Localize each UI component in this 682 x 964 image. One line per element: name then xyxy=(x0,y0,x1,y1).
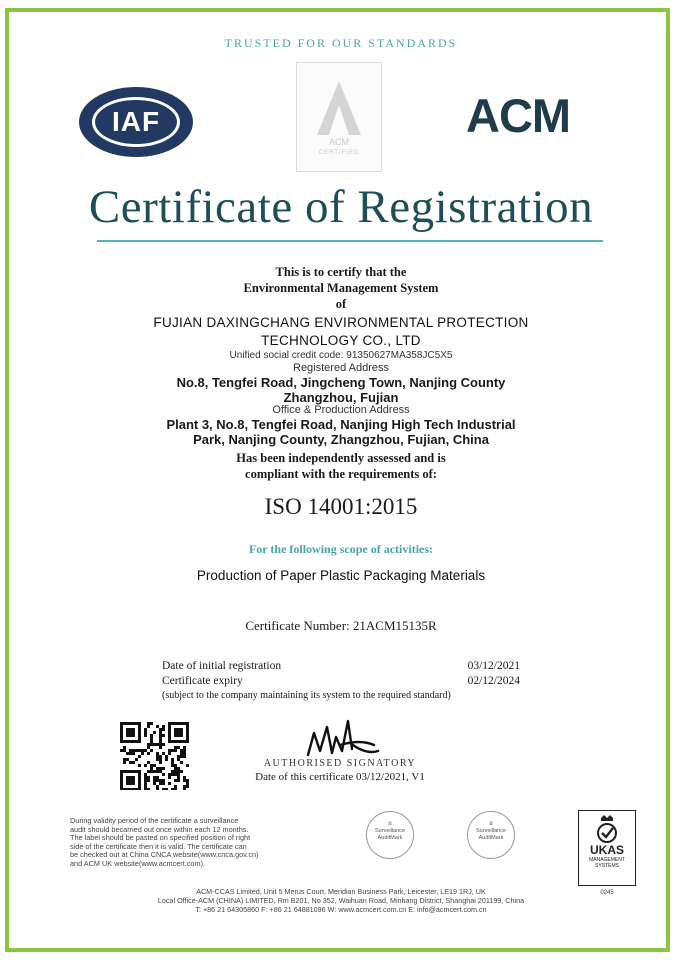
office-address-line-2: Park, Nanjing County, Zhangzhou, Fujian, China xyxy=(193,432,489,447)
acm-certified-sub: CERTIFIED xyxy=(318,150,360,156)
fine-print-line: side of the certificate then it is valid. The certificate can xyxy=(70,841,247,851)
expiry-label: Certificate expiry xyxy=(162,675,243,687)
footer-line-1: ACM-CCAS Limited, Unit 5 Merus Court, Meridian Business Park, Leicester, LE19 1RJ, UK xyxy=(196,887,486,896)
company-name-line-1: FUJIAN DAXINGCHANG ENVIRONMENTAL PROTECTION xyxy=(153,315,529,330)
fine-print-line: be checked out at China CNCA website(www.cnca.gov.cn) xyxy=(70,850,259,860)
surveillance-stamp-1 xyxy=(366,811,414,859)
ukas-name: UKAS xyxy=(589,843,624,857)
title-underline xyxy=(97,240,603,242)
intro-line-3: of xyxy=(335,297,347,311)
stamp-line: Surveillance xyxy=(375,828,405,834)
fine-print-line: audit should becarried out once within each 12 months. xyxy=(70,824,249,834)
certificate-number: Certificate Number: 21ACM15135R xyxy=(245,618,437,633)
credit-code: Unified social credit code: 91350627MA358JC5X5 xyxy=(229,350,453,361)
initial-registration-date: 03/12/2021 xyxy=(467,660,520,672)
stamp-line: Surveillance xyxy=(476,828,506,834)
ukas-logo xyxy=(578,810,636,886)
office-address-label: Office & Production Address xyxy=(272,404,410,416)
footer-line-2: Local Office-ACM (CHINA) LIMITED, Rm B201, No 352, Waihuan Road, Minhang District, Shanghai 201199, China xyxy=(157,896,525,905)
acm-certified-mark xyxy=(296,62,382,172)
registered-address-line-2: Zhangzhou, Fujian xyxy=(283,390,399,405)
stamp-number: ① xyxy=(387,821,393,827)
company-name-line-2: TECHNOLOGY CO., LTD xyxy=(261,333,421,348)
fine-print-line: During validity period of the certificate a surveillance xyxy=(70,816,239,825)
surveillance-stamp-2 xyxy=(467,811,515,859)
registered-address-label: Registered Address xyxy=(293,362,389,374)
tagline: TRUSTED FOR OUR STANDARDS xyxy=(224,36,458,50)
registered-address-line-1: No.8, Tengfei Road, Jingcheng Town, Nanjing County xyxy=(176,375,506,390)
fine-print-line: and ACM UK website(www.acmcert.com). xyxy=(70,858,206,868)
expiry-note: (subject to the company maintaining its system to the required standard) xyxy=(162,690,451,701)
ukas-crown-check-icon xyxy=(593,814,621,844)
validity-fine-print xyxy=(70,817,320,869)
fine-print-line: The label should be pasted on specified position of right xyxy=(70,833,251,843)
scope-label: For the following scope of activities: xyxy=(248,542,434,556)
intro-line-1: This is to certify that the xyxy=(275,265,407,279)
acm-brand-logo xyxy=(466,88,602,144)
iso-standard: ISO 14001:2015 xyxy=(264,494,418,519)
assessment-line-1: Has been independently assessed and is xyxy=(236,451,446,465)
stamp-line: AuditMark xyxy=(377,835,403,841)
certificate-title: Certificate of Registration xyxy=(88,181,594,233)
signatory-label: AUTHORISED SIGNATORY xyxy=(263,758,417,769)
footer-line-3: T: +86 21 64305860 F: +86 21 64881096 W: www.acmcert.com.cn E: info@acmcert.com.cn xyxy=(195,905,487,914)
assessment-line-2: compliant with the requirements of: xyxy=(245,467,437,481)
ukas-sub-1: MANAGEMENT xyxy=(589,857,625,863)
scope-text: Production of Paper Plastic Packaging Materials xyxy=(196,568,486,583)
iaf-logo-text: IAF xyxy=(111,106,161,137)
certificate-date-line: Date of this certificate 03/12/2021, V1 xyxy=(255,771,425,783)
qr-code xyxy=(120,722,190,790)
acm-brand-text: ACM xyxy=(466,89,571,142)
ukas-sub-2: SYSTEMS xyxy=(595,863,619,869)
intro-line-2: Environmental Management System xyxy=(243,281,439,295)
office-address-line-1: Plant 3, No.8, Tengfei Road, Nanjing High Tech Industrial xyxy=(166,417,516,432)
signature-image xyxy=(300,715,380,763)
initial-registration-label: Date of initial registration xyxy=(162,660,282,672)
stamp-line: AuditMark xyxy=(478,835,504,841)
acm-certified-text: ACM xyxy=(329,137,349,147)
iaf-logo xyxy=(78,86,194,158)
expiry-date: 02/12/2024 xyxy=(467,675,520,687)
stamp-number: ② xyxy=(488,821,494,827)
ukas-number: 0245 xyxy=(600,890,614,896)
